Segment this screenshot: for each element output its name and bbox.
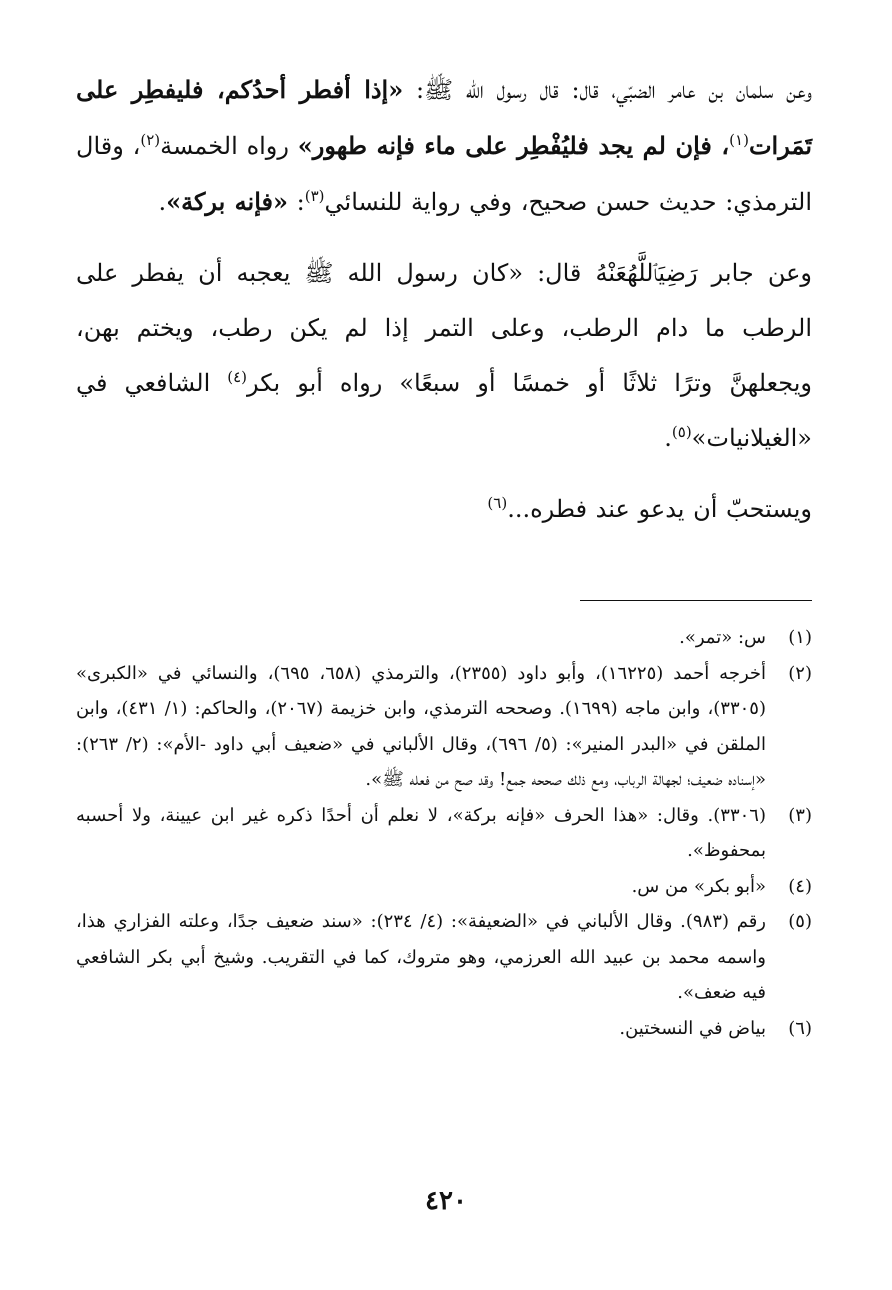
footnote-item — [76, 1011, 812, 1047]
footnote-text: بياض في النسختين. — [619, 1017, 766, 1039]
footnote-marker-5: (٥) — [671, 423, 692, 441]
hadith-quote-continued: ، فإن لم يجد فليُفْطِر على ماء فإنه طهور» — [297, 131, 730, 160]
paragraph-text: الشافعي في «الغيلانيات» — [76, 369, 812, 452]
footnotes-list — [76, 620, 812, 1046]
paragraph-text: ويستحبّ أن يدعو عند فطره... — [507, 495, 812, 523]
page-number: ٤٢٠ — [425, 1186, 467, 1216]
footnote-item — [76, 798, 812, 869]
narration-text: ، وقال الترمذي: حديث حسن صحيح، وفي رواية للنسائي — [76, 132, 812, 216]
footnote-marker-2: (٢) — [140, 131, 161, 149]
hadith-quote: «إذا أفطر أحدُكم، فليفطِر على تَمَرات — [76, 75, 812, 160]
footnote-text: (٣٣٠٦). وقال: «هذا الحرف «فإنه بركة»، لا نعلم أن أحدًا ذكره غير ابن عيينة، ولا أحسبه بمحفوظ». — [76, 804, 766, 861]
footnote-marker-1: (١) — [729, 131, 749, 149]
footnote-number: (٢) — [788, 662, 812, 684]
footnote-marker-6: (٦) — [487, 494, 508, 512]
paragraph-jabir-hadith — [76, 246, 812, 466]
footnote-text: س: «تمر». — [679, 627, 766, 648]
footnote-item — [76, 620, 812, 656]
footnote-item — [76, 904, 812, 1011]
narration-text: : — [288, 188, 305, 216]
footnote-number: (٣) — [788, 804, 812, 826]
paragraph-text: وعن جابر رَضِيَٱللَّهُعَنْهُ قال: «كان رسول الله ﷺ يعجبه أن يفطر على الرطب ما دام الرطب، وعلى التمر إذا لم يكن رطب، ويختم بهن، ويجعلهنَّ وترًا ثلاثًا أو خمسًا أو سبعًا» رواه أبو بكر — [76, 259, 812, 397]
footnote-marker-3: (٣) — [304, 187, 325, 205]
footnote-divider — [580, 600, 812, 601]
footnote-number: (٥) — [788, 911, 812, 932]
paragraph-dua — [76, 482, 812, 537]
footnote-text: رقم (٩٨٣). وقال الألباني في «الضعيفة»: (٤/ ٢٣٤): «سند ضعيف جدًا، وعلته الفزاري هذا، واسمه محمد بن عبيد الله العرزمي، وهو متروك، كما في التقريب. وشيخ أبي بكر الشافعي فيه ضعف». — [76, 911, 767, 1003]
footnote-number: (٦) — [788, 1017, 812, 1039]
main-text — [76, 62, 812, 537]
footnote-text: أخرجه أحمد (١٦٢٢٥)، وأبو داود (٢٣٥٥)، والترمذي (٦٥٨، ٦٩٥)، والنسائي في «الكبرى» (٣٣٠٥)، وابن ماجه (١٦٩٩). وصححه الترمذي، وابن خزيمة (٢٠٦٧)، والحاكم: (١/ ٤٣١)، وابن الملقن في «البدر المنير»: (٥/ ٦٩٦)، وقال الألباني في «ضعيف أبي داود -الأم»: (٢/ ٢٦٣): «إسناده ضعيف؛ لجهالة الرباب، ومع ذلك صححه جمع! وقد صح من فعله ﷺ». — [76, 662, 767, 790]
nasai-quote: «فإنه بركة» — [166, 187, 289, 216]
footnote-item — [76, 656, 812, 798]
paragraph-intro: وعن سلمان بن عامر الضبّي، قال: قال رسول الله ﷺ: — [403, 76, 813, 104]
paragraph-salman-hadith — [76, 62, 812, 230]
footnote-number: (٤) — [788, 875, 812, 897]
narration-text: رواه الخمسة — [160, 132, 298, 160]
footnote-item — [76, 869, 812, 905]
paragraph-text: . — [664, 424, 672, 452]
footnote-marker-4: (٤) — [227, 368, 248, 386]
narration-text: . — [158, 188, 167, 216]
footnote-text: «أبو بكر» من س. — [631, 875, 766, 897]
footnote-number: (١) — [788, 627, 812, 648]
